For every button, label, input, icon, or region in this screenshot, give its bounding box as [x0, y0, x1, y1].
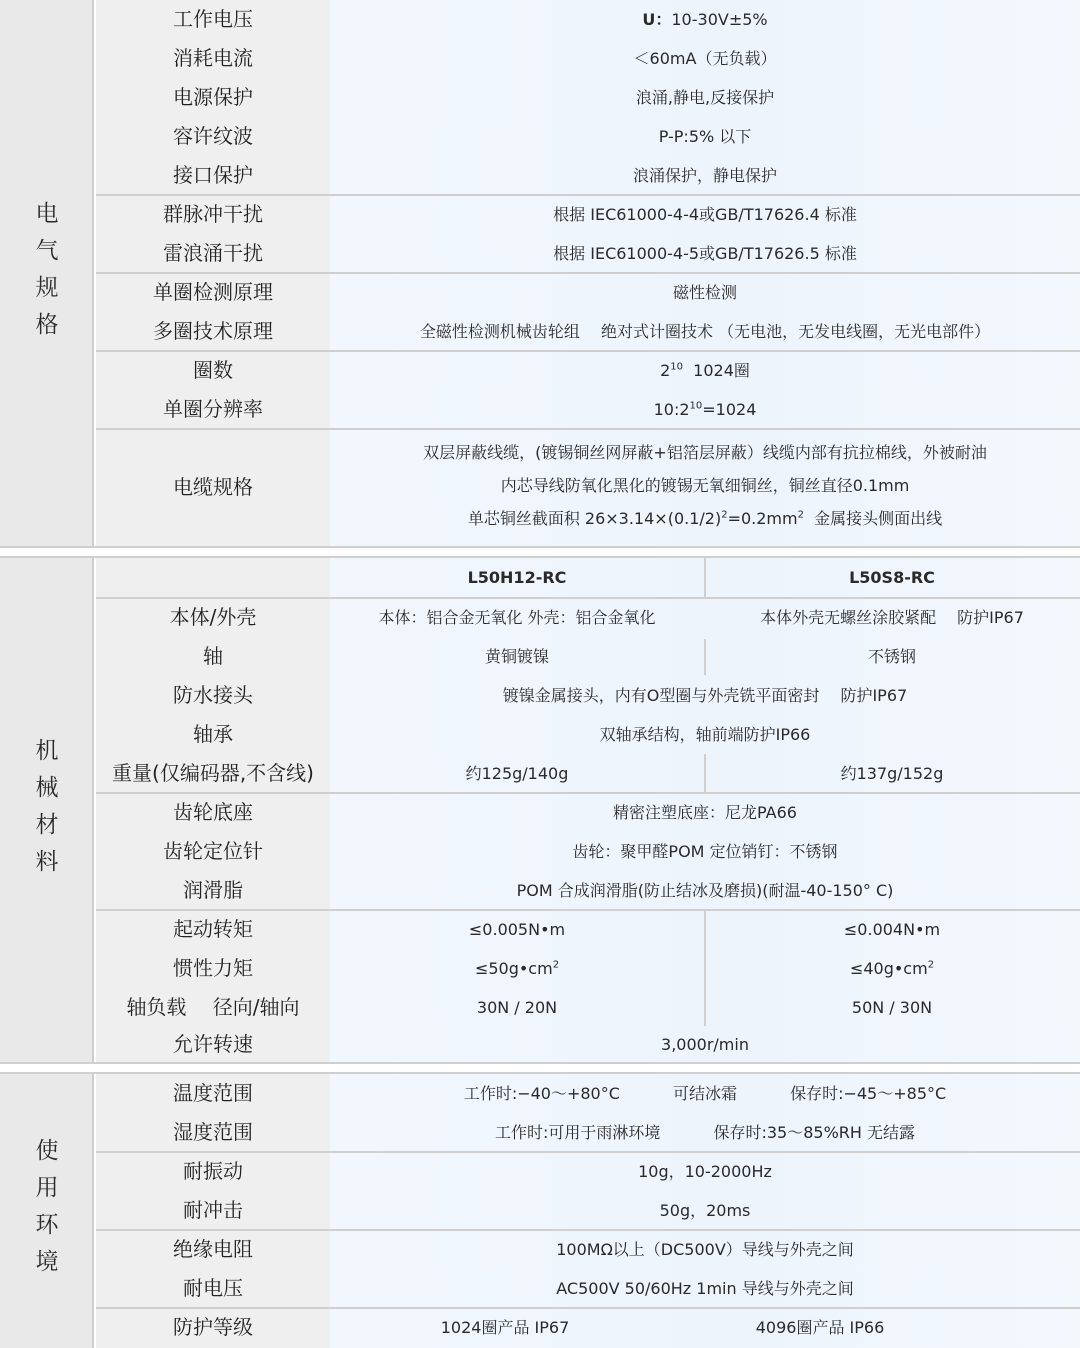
spec-row-waterproof-connector: [96, 676, 1080, 715]
electrical-category-cell: [0, 0, 94, 547]
spec-row-withstand-voltage: [96, 1269, 1080, 1308]
spec-value: ≤0.004N•m: [843, 920, 941, 939]
spec-label: 允许转速: [173, 1032, 253, 1056]
spec-row-weight: [96, 754, 1080, 793]
spec-value: $\le 40g•cm^2$: [849, 959, 935, 978]
spec-row-allowed-speed: [96, 1025, 1080, 1064]
spec-label: 轴承: [193, 722, 233, 746]
electrical-section: [0, 0, 1080, 547]
environment-section: [0, 1074, 1080, 1348]
spec-row-temperature-range: [96, 1074, 1080, 1113]
spec-label: 润滑脂: [183, 878, 243, 902]
spec-value: 50g，20ms: [659, 1201, 751, 1220]
spec-row-lubricant: [96, 871, 1080, 910]
spec-row-multi-turn-principle: [96, 312, 1080, 351]
spec-row-allowed-ripple: [96, 117, 1080, 156]
spec-value: 浪涌保护，静电保护: [632, 166, 777, 185]
spec-value: 3,000r/min: [661, 1035, 749, 1054]
column-divider: [704, 558, 706, 597]
spec-value: $\le 50g•cm^2$: [474, 959, 560, 978]
spec-value: 约125g/140g: [465, 764, 569, 783]
spec-row-bearing: [96, 715, 1080, 754]
spec-value: 约137g/152g: [840, 764, 944, 783]
spec-label: 起动转矩: [173, 917, 253, 941]
cable-line-3: 单芯铜丝截面积 $26\times 3.14\times(0.1/2)^2=0.2mm^2$ 金属接头侧面出线: [467, 509, 943, 528]
spec-row-starting-torque: [96, 910, 1080, 949]
spec-value: $10:2^{10}=1024$: [653, 400, 757, 419]
spec-label: 本体/外壳: [169, 605, 257, 629]
spec-row-gear-pin: [96, 832, 1080, 871]
spec-label: 群脉冲干扰: [163, 202, 263, 226]
section-separator: [0, 1062, 1080, 1074]
spec-value: 不锈钢: [867, 647, 916, 666]
spec-row-single-turn-resolution: [96, 390, 1080, 429]
cable-line-1: 双层屏蔽线缆，(镀锡铜丝网屏蔽+铝箔层屏蔽）线缆内部有抗拉棉线，外被耐油: [423, 443, 987, 462]
spec-label: 耐振动: [183, 1159, 243, 1183]
spec-row-burst-interference: [96, 195, 1080, 234]
spec-value: ＜60mA（无负载）: [633, 49, 777, 68]
spec-row-current-consumption: [96, 39, 1080, 78]
spec-value: 4096圈产品 IP66: [755, 1318, 885, 1337]
spec-value: 30N / 20N: [476, 998, 558, 1017]
spec-row-shaft: [96, 637, 1080, 676]
spec-row-operating-voltage: [96, 0, 1080, 39]
mechanical-section: [0, 558, 1080, 1064]
spec-label: 容许纹波: [173, 124, 253, 148]
spec-value: 根据 IEC61000-4-5或GB/T17626.5 标准: [553, 244, 857, 263]
spec-label: 惯性力矩: [173, 956, 253, 980]
column-divider: [704, 754, 706, 792]
spec-value: 本体外壳无螺丝涂胶紧配 防护IP67: [760, 608, 1024, 627]
spec-label: 绝缘电阻: [173, 1237, 253, 1261]
spec-value: 50N / 30N: [851, 998, 933, 1017]
environment-category-cell: [0, 1074, 94, 1348]
mechanical-category-cell: [0, 558, 94, 1064]
spec-label: 防护等级: [173, 1315, 253, 1339]
spec-value: 磁性检测: [672, 283, 737, 302]
spec-value: $2^{10}$ 1024圈: [660, 361, 750, 380]
spec-label: 圈数: [193, 358, 233, 382]
spec-row-shaft-load: [96, 988, 1080, 1027]
spec-value: P-P:5% 以下: [658, 127, 752, 146]
spec-row-single-turn-principle: [96, 273, 1080, 312]
spec-value: 全磁性检测机械齿轮组 绝对式计圈技术 （无电池，无发电线圈，无光电部件）: [419, 322, 991, 341]
spec-label: 齿轮定位针: [163, 839, 263, 863]
section-separator: [0, 546, 1080, 558]
spec-value: 镀镍金属接头，内有O型圈与外壳铣平面密封 防护IP67: [502, 686, 908, 705]
spec-row-surge-interference: [96, 234, 1080, 273]
spec-label: 接口保护: [173, 163, 253, 187]
mechanical-category-label: 机 械 材 料: [35, 738, 59, 875]
spec-label: 电缆规格: [173, 475, 253, 499]
spec-value: 齿轮：聚甲醛POM 定位销钉：不锈钢: [572, 842, 838, 861]
spec-row-protection-class: [96, 1308, 1080, 1347]
spec-row-vibration-resistance: [96, 1152, 1080, 1191]
spec-label: 齿轮底座: [173, 800, 253, 824]
spec-label: 雷浪涌干扰: [163, 241, 263, 265]
model-header-row: [96, 558, 1080, 597]
spec-label: 湿度范围: [173, 1120, 253, 1144]
spec-value: 双轴承结构，轴前端防护IP66: [599, 725, 811, 744]
spec-value: 黄铜镀镍: [484, 647, 549, 666]
spec-value: 精密注塑底座：尼龙PA66: [613, 803, 797, 822]
spec-label: 工作电压: [173, 7, 253, 31]
spec-value: POM 合成润滑脂(防止结冰及磨损)(耐温-40-150° C): [516, 881, 894, 900]
spec-row-humidity-range: [96, 1113, 1080, 1152]
spec-label: 轴负载 径向/轴向: [126, 995, 300, 1019]
spec-value: ≤0.005N•m: [468, 920, 566, 939]
electrical-category-label: 电 气 规 格: [35, 201, 59, 338]
column-divider: [704, 911, 706, 1026]
spec-value: AC500V 50/60Hz 1min 导线与外壳之间: [556, 1279, 854, 1298]
spec-row-body-housing: [96, 598, 1080, 637]
spec-label: 耐冲击: [183, 1198, 243, 1222]
spec-label: 多圈技术原理: [153, 319, 273, 343]
spec-value: U：10-30V±5%: [642, 10, 768, 29]
spec-value: 1024圈产品 IP67: [440, 1318, 570, 1337]
column-divider: [704, 639, 706, 675]
spec-value: 根据 IEC61000-4-4或GB/T17626.4 标准: [553, 205, 857, 224]
spec-label: 温度范围: [173, 1081, 253, 1105]
spec-label: 防水接头: [173, 683, 253, 707]
spec-value: 浪涌,静电,反接保护: [635, 88, 775, 107]
environment-category-label: 使 用 环 境: [35, 1138, 59, 1275]
spec-row-moment-of-inertia: [96, 949, 1080, 988]
spec-label: 耐电压: [183, 1276, 243, 1300]
spec-row-cable: [96, 430, 1080, 545]
spec-value: 本体：铝合金无氧化 外壳：铝合金氧化: [378, 608, 656, 627]
spec-row-power-protection: [96, 78, 1080, 117]
spec-label: 轴: [203, 644, 223, 668]
spec-label: 重量(仅编码器,不含线): [112, 761, 314, 785]
spec-value: 工作时:−40～+80°C 可结冰霜 保存时:−45～+85°C: [463, 1084, 947, 1103]
spec-row-interface-protection: [96, 156, 1080, 195]
spec-value: 100MΩ以上（DC500V）导线与外壳之间: [556, 1240, 854, 1259]
spec-label: 单圈分辨率: [163, 397, 263, 421]
spec-row-gear-base: [96, 793, 1080, 832]
spec-row-insulation-resistance: [96, 1230, 1080, 1269]
spec-value: 工作时:可用于雨淋环境 保存时:35～85%RH 无结露: [494, 1123, 916, 1142]
model-header: L50H12-RC: [467, 568, 567, 587]
spec-label: 单圈检测原理: [153, 280, 273, 304]
spec-label: 电源保护: [173, 85, 253, 109]
spec-label: 消耗电流: [173, 46, 253, 70]
spec-row-shock-resistance: [96, 1191, 1080, 1230]
spec-row-turns: [96, 351, 1080, 390]
spec-value: 10g，10-2000Hz: [638, 1162, 772, 1181]
cable-line-2: 内芯导线防氧化黑化的镀锡无氧细铜丝，铜丝直径0.1mm: [500, 476, 910, 495]
model-header: L50S8-RC: [849, 568, 935, 587]
